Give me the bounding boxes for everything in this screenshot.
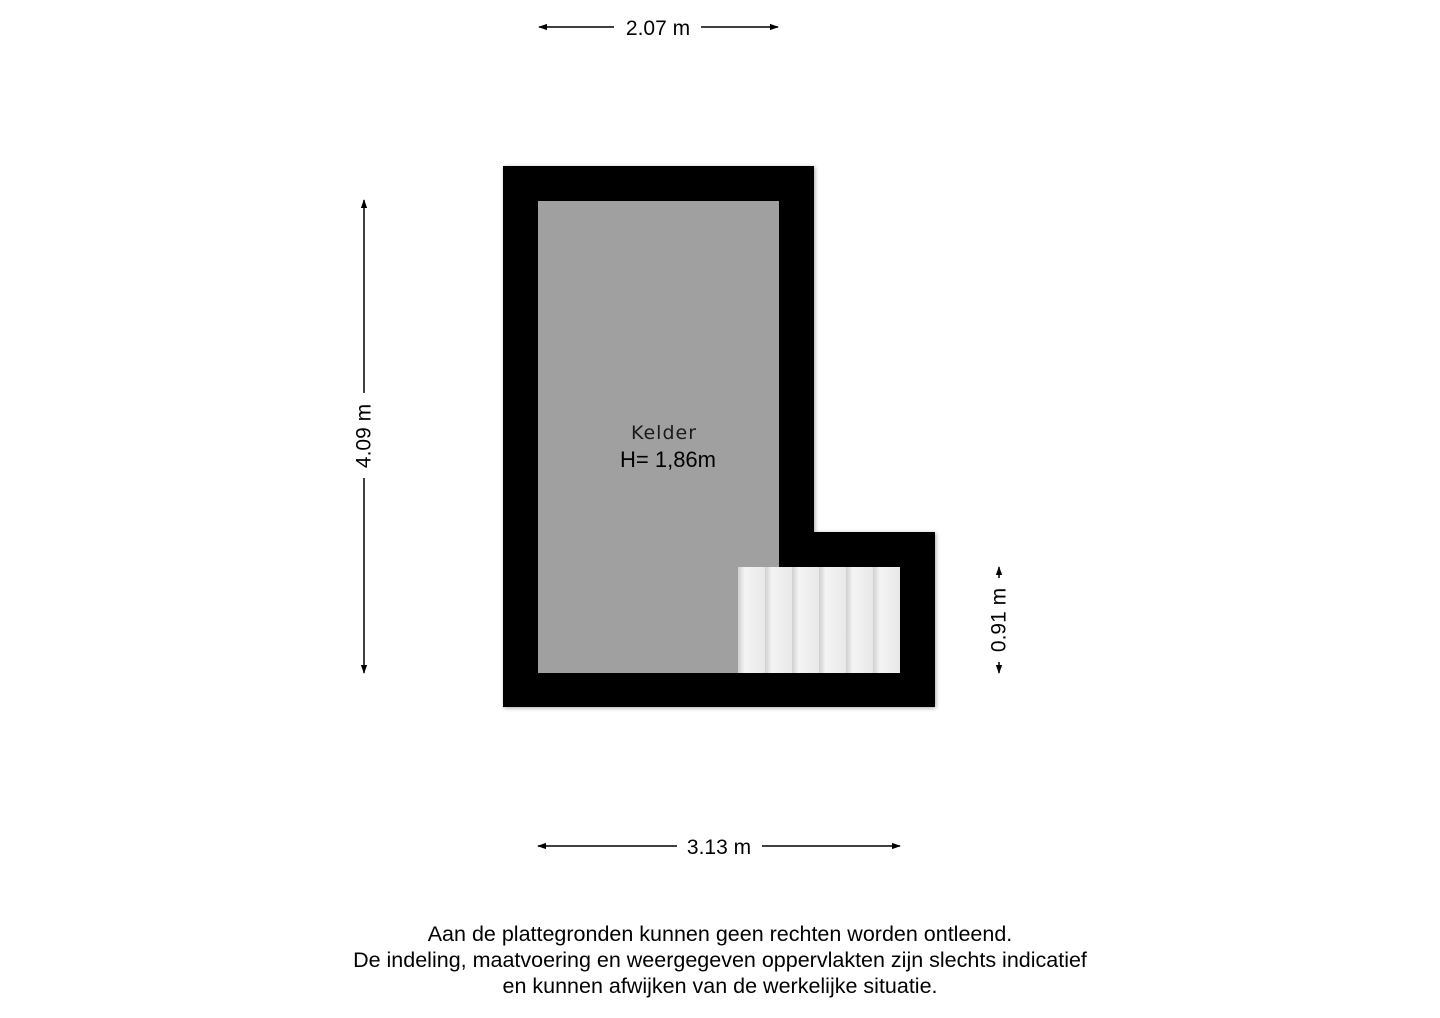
stair-step xyxy=(819,567,846,673)
dimension-right xyxy=(988,567,1011,673)
stair-step xyxy=(846,567,873,673)
dimension-bottom-label: 3.13 m xyxy=(686,836,752,859)
stair-step xyxy=(792,567,819,673)
disclaimer-line-1: Aan de plattegronden kunnen geen rechten worden ontleend. xyxy=(427,922,1013,946)
stairs xyxy=(738,567,900,673)
dimension-left xyxy=(353,200,376,673)
dimension-top xyxy=(539,17,778,40)
disclaimer-line-3: en kunnen afwijken van de werkelijke situatie. xyxy=(502,974,938,998)
room-name: Kelder xyxy=(630,422,698,444)
dimension-right-label: 0.91 m xyxy=(987,587,1011,653)
dimension-bottom xyxy=(538,836,900,859)
disclaimer-line-2: De indeling, maatvoering en weergegeven oppervlakten zijn slechts indicatief xyxy=(353,948,1087,972)
dimension-left-label: 4.09 m xyxy=(352,403,376,469)
room-height-label: H= 1,86m xyxy=(620,447,716,472)
disclaimer xyxy=(220,921,1220,999)
dimension-top-label: 2.07 m xyxy=(625,17,691,40)
stair-step xyxy=(765,567,792,673)
stair-step xyxy=(873,567,900,673)
stair-step xyxy=(738,567,765,673)
